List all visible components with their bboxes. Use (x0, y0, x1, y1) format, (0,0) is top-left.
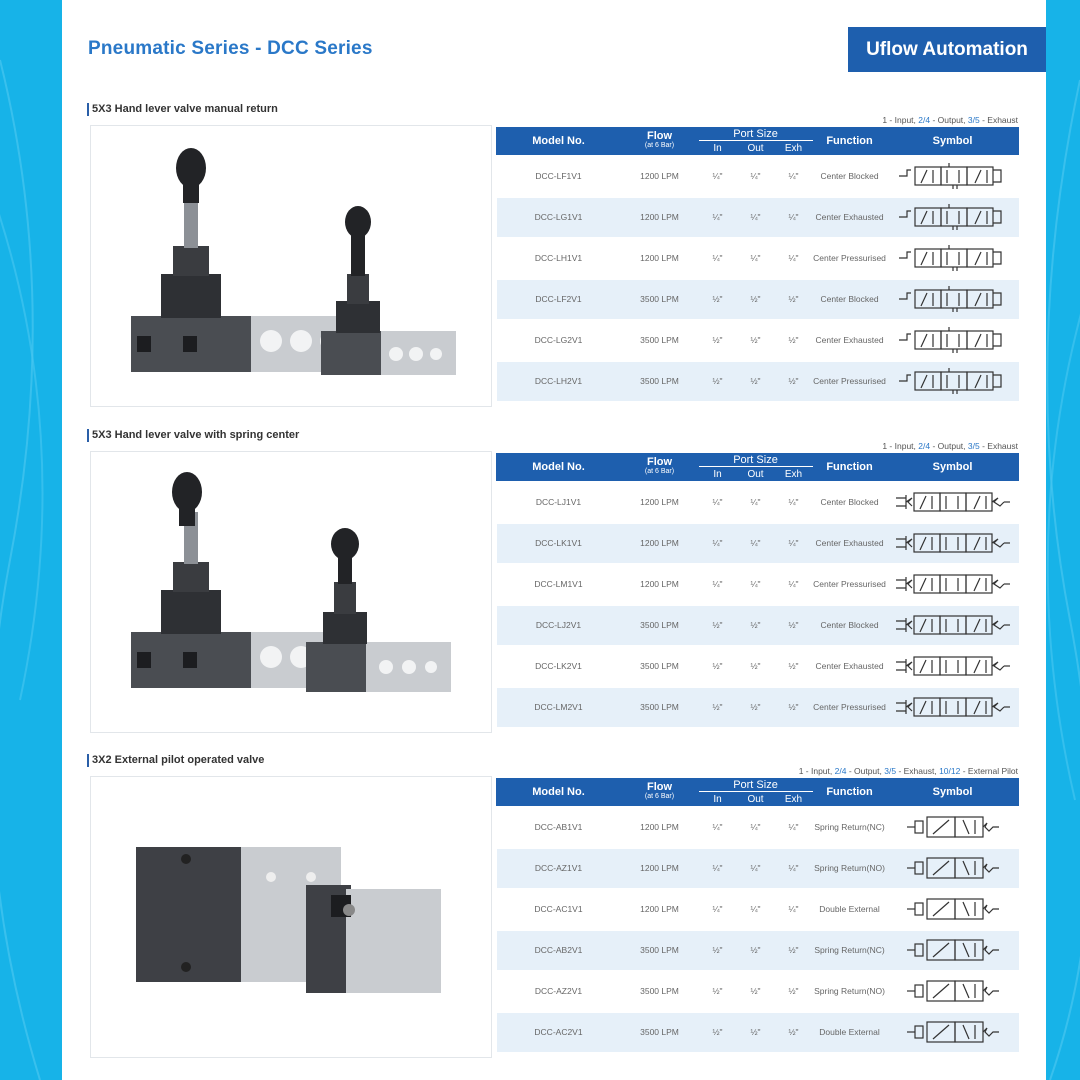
section-title: 3X2 External pilot operated valve (92, 754, 265, 766)
col-port-in: In (699, 467, 737, 482)
valve-symbol-icon (887, 605, 1019, 646)
valve-symbol-icon (887, 687, 1019, 727)
port-legend: 1 - Input, 2/4 - Output, 3/5 - Exhaust, 10/12 - External Pilot (798, 766, 1018, 776)
table-row: DCC-LH2V1 3500 LPM ½" ½" ½" Center Pressurised (497, 361, 1019, 401)
section-title: 5X3 Hand lever valve manual return (92, 103, 278, 115)
valve-symbol-icon (887, 279, 1019, 320)
table-row: DCC-LF2V1 3500 LPM ½" ½" ½" Center Blocked (497, 279, 1019, 320)
col-port-exh: Exh (775, 792, 813, 807)
valve-symbol-icon (887, 930, 1019, 971)
col-port-size: Port Size (699, 454, 813, 467)
catalog-page (62, 0, 1046, 1080)
table-row: DCC-LG2V1 3500 LPM ½" ½" ½" Center Exhausted (497, 320, 1019, 361)
valve-symbol-icon (887, 1012, 1019, 1052)
table-row: DCC-LG1V1 1200 LPM ¼" ¼" ¼" Center Exhausted (497, 197, 1019, 238)
valve-symbol-icon (887, 482, 1019, 523)
table-row: DCC-LM2V1 3500 LPM ½" ½" ½" Center Pressurised (497, 687, 1019, 727)
table-row: DCC-AC1V1 1200 LPM ¼" ¼" ¼" Double External (497, 889, 1019, 930)
valve-symbol-icon (887, 807, 1019, 848)
table-row: DCC-AB2V1 3500 LPM ½" ½" ½" Spring Return(NC) (497, 930, 1019, 971)
hand-lever-valve-illustration (91, 126, 491, 406)
valve-symbol-icon (887, 971, 1019, 1012)
product-photo (90, 451, 492, 733)
col-function: Function (813, 128, 887, 156)
product-photo (90, 776, 492, 1058)
col-port-exh: Exh (775, 141, 813, 156)
valve-symbol-icon (887, 848, 1019, 889)
col-port-in: In (699, 792, 737, 807)
valve-symbol-icon (887, 197, 1019, 238)
col-port-exh: Exh (775, 467, 813, 482)
product-photo (90, 125, 492, 407)
valve-symbol-icon (887, 564, 1019, 605)
col-port-out: Out (737, 792, 775, 807)
pilot-valve-illustration (91, 777, 491, 1057)
col-model: Model No. (497, 128, 621, 156)
col-port-in: In (699, 141, 737, 156)
col-port-out: Out (737, 141, 775, 156)
col-function: Function (813, 454, 887, 482)
table-row: DCC-LJ1V1 1200 LPM ¼" ¼" ¼" Center Blocked (497, 482, 1019, 523)
valve-symbol-icon (887, 238, 1019, 279)
col-flow: Flow (at 6 Bar) (621, 779, 699, 807)
col-flow: Flow (at 6 Bar) (621, 454, 699, 482)
valve-symbol-icon (887, 156, 1019, 197)
table-row: DCC-AZ1V1 1200 LPM ¼" ¼" ¼" Spring Return(NO) (497, 848, 1019, 889)
table-row: DCC-LH1V1 1200 LPM ¼" ¼" ¼" Center Pressurised (497, 238, 1019, 279)
col-model: Model No. (497, 454, 621, 482)
col-symbol: Symbol (887, 128, 1019, 156)
col-function: Function (813, 779, 887, 807)
spec-table (496, 453, 1019, 727)
table-row: DCC-LM1V1 1200 LPM ¼" ¼" ¼" Center Pressurised (497, 564, 1019, 605)
table-row: DCC-AB1V1 1200 LPM ¼" ¼" ¼" Spring Return(NC) (497, 807, 1019, 848)
valve-symbol-icon (887, 889, 1019, 930)
port-legend: 1 - Input, 2/4 - Output, 3/5 - Exhaust (882, 441, 1018, 451)
spec-table (496, 778, 1019, 1052)
page-title: Pneumatic Series - DCC Series (88, 38, 373, 59)
table-row: DCC-LK2V1 3500 LPM ½" ½" ½" Center Exhausted (497, 646, 1019, 687)
spring-center-valve-illustration (91, 452, 491, 732)
col-symbol: Symbol (887, 779, 1019, 807)
valve-symbol-icon (887, 361, 1019, 401)
col-port-out: Out (737, 467, 775, 482)
table-row: DCC-AZ2V1 3500 LPM ½" ½" ½" Spring Return(NO) (497, 971, 1019, 1012)
col-port-size: Port Size (699, 128, 813, 141)
valve-symbol-icon (887, 523, 1019, 564)
table-row: DCC-LJ2V1 3500 LPM ½" ½" ½" Center Blocked (497, 605, 1019, 646)
table-row: DCC-LK1V1 1200 LPM ¼" ¼" ¼" Center Exhausted (497, 523, 1019, 564)
valve-symbol-icon (887, 320, 1019, 361)
port-legend: 1 - Input, 2/4 - Output, 3/5 - Exhaust (882, 115, 1018, 125)
col-symbol: Symbol (887, 454, 1019, 482)
col-model: Model No. (497, 779, 621, 807)
table-row: DCC-LF1V1 1200 LPM ¼" ¼" ¼" Center Blocked (497, 156, 1019, 197)
brand-banner: Uflow Automation (848, 27, 1046, 72)
col-port-size: Port Size (699, 779, 813, 792)
valve-symbol-icon (887, 646, 1019, 687)
table-row: DCC-AC2V1 3500 LPM ½" ½" ½" Double External (497, 1012, 1019, 1052)
col-flow: Flow (at 6 Bar) (621, 128, 699, 156)
spec-table (496, 127, 1019, 401)
section-title: 5X3 Hand lever valve with spring center (92, 429, 300, 441)
